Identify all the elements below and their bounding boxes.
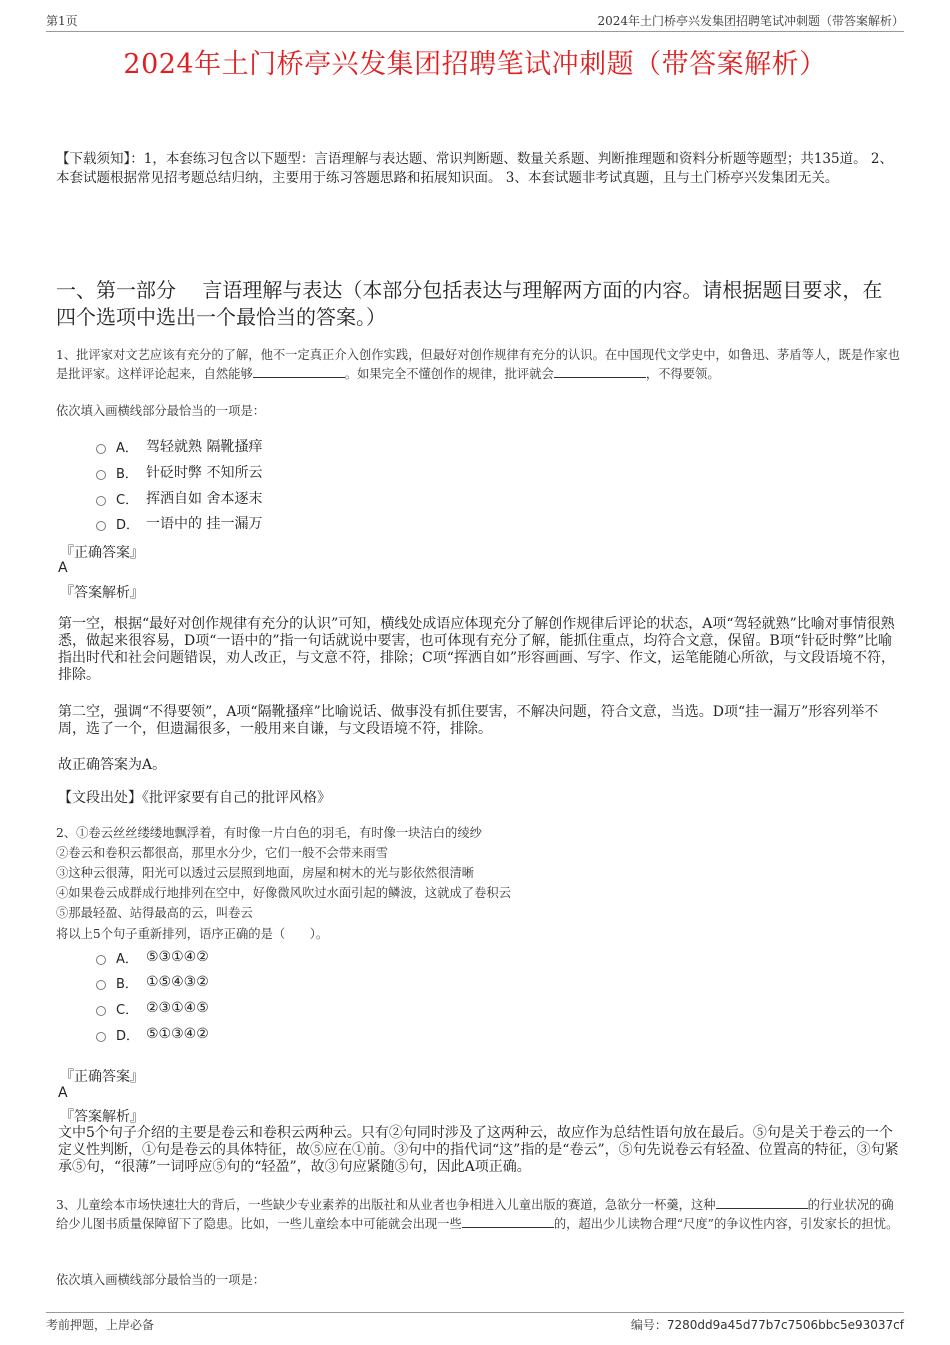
question-3-stem-part1: 3、儿童绘本市场快速壮大的背后，一些缺少专业素养的出版社和从业者也争相进入儿童出版的赛道，急欲分一杯羹，这种 xyxy=(56,1198,716,1212)
question-2-analysis-label: 『答案解析』 xyxy=(60,1109,144,1125)
question-3-prompt: 依次填入画横线部分最恰当的一项是： xyxy=(56,1273,266,1287)
question-3-stem-part3: 的，超出少儿读物合理“尺度”的争议性内容，引发家长的担忧。 xyxy=(553,1217,899,1231)
question-1-analysis-paragraph: 第一空，根据“最好对创作规律有充分的认识”可知，横线处成语应体现充分了解创作规律后评论的状态，A项“驾轻就熟”比喻对事情很熟悉，做起来很容易，D项“一语中的”指一句话就说中要害，也可体现有充分了解，能抓住重点，均符合文意，保留。B项“针砭时弊”比喻指出时代和社会问题错误，劝人改正，与文意不符，排除；C项“挥洒自如”形容画画、写字、作文，运笔能随心所欲，与文段语境不符，排除。 xyxy=(58,616,896,683)
option-text: 挥洒自如 舍本逐末 xyxy=(146,491,263,507)
question-2-line: ③这种云很薄，阳光可以透过云层照到地面，房屋和树木的光与影依然很清晰 xyxy=(56,866,475,880)
header-divider xyxy=(46,31,904,32)
fill-blank-2 xyxy=(554,365,646,378)
question-2-line: 2、①卷云丝丝缕缕地飘浮着，有时像一片白色的羽毛，有时像一块洁白的绫纱 xyxy=(56,826,482,840)
option-letter: D． xyxy=(116,517,140,533)
download-notice: 【下载须知】：1，本套练习包含以下题型：言语理解与表达题、常识判断题、数量关系题、判断推理题和资料分析题等题型；共135道。 2、本套试题根据常见招考题总结归纳，主要用于练习答题思路和拓展知识面。 3、本套试题非考试真题，且与土门桥亭兴发集团无关。 xyxy=(56,151,893,186)
option-text: 一语中的 挂一漏万 xyxy=(146,516,263,532)
question-1-answer-label: 『正确答案』 xyxy=(60,545,144,561)
question-2-analysis: 文中5个句子介绍的主要是卷云和卷积云两种云。只有②句同时涉及了这两种云，故应作为总结性语句放在最后。⑤句是关于卷云的一个定义性判断，①句是卷云的具体特征，故⑤应在①前。③句中的指代词“这”指的是“卷云”，⑤句先说卷云有轻盈、位置高的特征，③句紧承⑤句，“很薄”一词呼应⑤句的“轻盈”，故③句应紧随⑤句，因此A项正确。 xyxy=(58,1125,899,1175)
option-letter: D． xyxy=(116,1028,140,1044)
radio-icon[interactable] xyxy=(96,470,106,480)
section-heading: 一、第一部分 言语理解与表达（本部分包括表达与理解两方面的内容。请根据题目要求，在四个选项中选出一个最恰当的答案。） xyxy=(56,278,883,329)
page-number: 第1页 xyxy=(46,14,78,28)
radio-icon[interactable] xyxy=(96,1032,106,1042)
question-1-analysis-paragraph: 第二空，强调“不得要领”，A项“隔靴搔痒”比喻说话、做事没有抓住要害，不解决问题，符合文意，当选。D项“挂一漏万”形容列举不周，选了一个，但遗漏很多，一般用来自谦，与文段语境不符，排除。 xyxy=(58,704,879,737)
option-letter: C． xyxy=(116,492,139,508)
question-1-prompt: 依次填入画横线部分最恰当的一项是： xyxy=(56,404,266,418)
option-text: ①⑤④③② xyxy=(146,974,209,990)
question-1-option-d[interactable] xyxy=(96,513,262,533)
question-1-stem-part2: 。如果完全不懂创作的规律，批评就会 xyxy=(344,367,554,381)
code-value: 7280dd9a45d77b7c7506bbc5e93037cf xyxy=(666,1318,904,1332)
option-letter: B． xyxy=(116,976,138,992)
option-text: 针砭时弊 不知所云 xyxy=(146,465,263,481)
radio-icon[interactable] xyxy=(96,955,106,965)
question-1-option-c[interactable] xyxy=(96,488,262,508)
option-letter: A． xyxy=(116,440,138,456)
question-1-answer: A xyxy=(58,560,68,576)
fill-blank-1 xyxy=(716,1196,808,1209)
fill-blank-2 xyxy=(462,1215,554,1228)
footer-slogan: 考前押题，上岸必备 xyxy=(46,1318,155,1332)
question-2-option-c[interactable] xyxy=(96,998,209,1018)
radio-icon[interactable] xyxy=(96,521,106,531)
question-1-stem-part1: 1、批评家对文艺应该有充分的了解，他不一定真正介入创作实践，但最好对创作规律有充分的认识。在中国现代文学史中，如鲁迅、茅盾等人，既是作家也是批评家。这样评论起来，自然能够 xyxy=(56,348,901,381)
question-3-stem xyxy=(56,1196,902,1234)
radio-icon[interactable] xyxy=(96,1006,106,1016)
question-2-line: ②卷云和卷积云都很高，那里水分少，它们一般不会带来雨雪 xyxy=(56,846,389,860)
question-1-option-b[interactable] xyxy=(96,462,262,482)
code-label: 编号： xyxy=(630,1318,667,1332)
question-1-analysis-conclusion: 故正确答案为A。 xyxy=(58,757,167,773)
footer-divider xyxy=(46,1312,904,1313)
question-1-source: 【文段出处】《批评家要有自己的批评风格》 xyxy=(58,790,331,806)
option-letter: A． xyxy=(116,951,138,967)
question-1-analysis-label: 『答案解析』 xyxy=(60,585,144,601)
question-2-option-a[interactable] xyxy=(96,947,209,967)
question-2-line: ④如果卷云成群成行地排列在空中，好像微风吹过水面引起的鳞波，这就成了卷积云 xyxy=(56,886,511,900)
question-2-prompt: 将以上5个句子重新排列，语序正确的是（ ）。 xyxy=(56,927,329,941)
question-2-option-b[interactable] xyxy=(96,972,209,992)
question-3-stem-part2: 的行业状况的确给少儿图书质量保障留下了隐患。比如，一些儿童绘本中可能就会出现一些 xyxy=(56,1198,894,1231)
radio-icon[interactable] xyxy=(96,496,106,506)
radio-icon[interactable] xyxy=(96,444,106,454)
question-2-answer: A xyxy=(58,1085,68,1101)
fill-blank-1 xyxy=(253,365,345,378)
question-2-option-d[interactable] xyxy=(96,1024,209,1044)
question-2-answer-label: 『正确答案』 xyxy=(60,1069,144,1085)
option-letter: B． xyxy=(116,466,138,482)
question-2-line: ⑤那最轻盈、站得最高的云，叫卷云 xyxy=(56,906,253,920)
option-text: 驾轻就熟 隔靴搔痒 xyxy=(146,439,263,455)
radio-icon[interactable] xyxy=(96,980,106,990)
option-text: ⑤①③④② xyxy=(146,1026,209,1042)
question-1-option-a[interactable] xyxy=(96,436,262,456)
page-title: 2024年土门桥亭兴发集团招聘笔试冲刺题（带答案解析） xyxy=(123,49,827,80)
document-code xyxy=(631,1316,904,1333)
option-text: ⑤③①④② xyxy=(146,949,209,965)
question-1-stem xyxy=(56,346,902,384)
option-letter: C． xyxy=(116,1002,139,1018)
option-text: ②③①④⑤ xyxy=(146,1000,209,1016)
header-doc-title: 2024年土门桥亭兴发集团招聘笔试冲刺题（带答案解析） xyxy=(597,14,904,28)
question-1-stem-part3: ，不得要领。 xyxy=(645,367,720,381)
